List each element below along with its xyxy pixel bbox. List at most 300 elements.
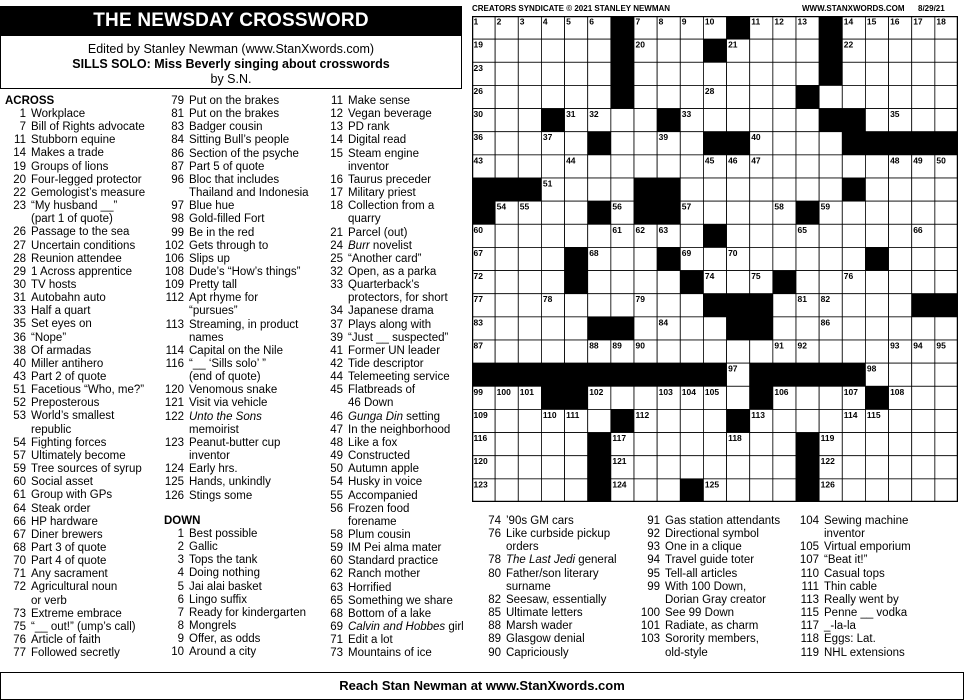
clue-text: Taurus preceder <box>348 173 432 186</box>
clue-text: Open, as a parka <box>348 265 437 278</box>
byline: by S.N. <box>210 72 252 86</box>
clue-text: inventor <box>189 450 230 463</box>
clue-text: “Nope” <box>31 331 67 344</box>
clue-item <box>13 647 120 660</box>
clue-item <box>348 213 381 226</box>
clue-text: “__ ‘Sills solo’ ” <box>189 358 266 370</box>
clue-item <box>330 318 432 332</box>
clue-number: 121 <box>164 397 184 410</box>
clue-item <box>13 436 107 450</box>
cell-number: 101 <box>519 386 534 397</box>
cell-number: 86 <box>820 317 831 328</box>
cell-number: 106 <box>774 386 789 397</box>
cell-number: 92 <box>797 340 807 351</box>
clue-text: Badger cousin <box>189 121 263 134</box>
clue-number: 72 <box>13 581 26 594</box>
clue-number: 74 <box>488 515 501 527</box>
clue-text: Bill of Rights advocate <box>31 121 145 134</box>
cell-number: 67 <box>473 247 483 258</box>
cell-number: 66 <box>913 224 923 235</box>
clue-number: 111 <box>801 580 819 593</box>
cell-number: 70 <box>728 247 738 258</box>
cell-number: 1 <box>473 16 479 27</box>
clue-number: 82 <box>488 593 501 606</box>
clue-item <box>13 292 106 305</box>
clue-item <box>13 541 107 555</box>
cell-number: 3 <box>519 16 525 27</box>
cell-number: 63 <box>658 224 669 235</box>
clue-item <box>189 332 224 345</box>
clue-item <box>799 515 909 528</box>
cell-number: 104 <box>681 386 696 397</box>
clue-text: Visit via vehicle <box>189 397 268 410</box>
clue-number: 66 <box>13 515 26 528</box>
clue-number: 109 <box>164 279 184 292</box>
clue-text: One in a clique <box>665 541 742 554</box>
clue-number: 12 <box>330 108 343 121</box>
cell-number: 68 <box>589 247 599 258</box>
clue-item <box>13 160 109 174</box>
clue-text: Part 4 of quote <box>31 555 107 568</box>
clue-item <box>177 528 258 541</box>
clue-text: Travel guide toter <box>665 554 755 567</box>
clue-text: Quarterback’s <box>348 279 420 292</box>
clue-text: Bottom of a lake <box>348 607 432 620</box>
clue-text: Pretty tall <box>189 279 237 292</box>
clue-item <box>330 542 442 555</box>
cell-number: 15 <box>866 16 877 27</box>
clue-item <box>13 344 92 358</box>
clue-item <box>330 528 411 542</box>
cell-number: 107 <box>843 386 858 397</box>
clue-number: 115 <box>800 607 819 620</box>
clue-number: 102 <box>164 239 184 252</box>
clue-text: PD rank <box>348 121 390 134</box>
clue-number: 7 <box>177 606 184 619</box>
cell-number: 23 <box>473 62 483 73</box>
clue-item <box>330 147 419 161</box>
clue-text: Autobahn auto <box>31 292 106 305</box>
clue-number: 101 <box>640 620 660 633</box>
cell-number: 55 <box>519 201 530 212</box>
cell-number: 24 <box>612 62 622 73</box>
cell-number: 119 <box>820 433 835 444</box>
cell-number: 84 <box>658 317 669 328</box>
cell-number: 19 <box>473 39 483 50</box>
clue-item <box>177 633 261 646</box>
cell-number: 103 <box>658 386 673 397</box>
clue-text: Sitting Bull’s people <box>189 134 290 147</box>
clue-number: 7 <box>19 121 26 134</box>
clue-item <box>13 278 77 292</box>
clue-number: 92 <box>647 528 660 541</box>
clue-item <box>647 515 781 528</box>
clue-number: 29 <box>13 265 26 278</box>
clue-text: Part 5 of quote <box>189 160 265 173</box>
clue-text: memoirist <box>189 423 239 436</box>
clue-item <box>330 358 424 371</box>
clue-text: Social asset <box>31 476 94 489</box>
clue-item <box>31 424 71 437</box>
clue-item <box>647 554 755 567</box>
clue-item <box>348 397 393 410</box>
clue-number: 50 <box>330 463 343 476</box>
clue-item <box>330 634 393 647</box>
clue-text: Frozen food <box>348 502 410 515</box>
clue-number: 56 <box>330 502 343 515</box>
cell-number: 123 <box>473 479 488 490</box>
clue-number: 14 <box>13 147 26 160</box>
cell-number: 125 <box>704 479 720 490</box>
clue-number: 47 <box>330 423 343 436</box>
clue-text: Venomous snake <box>189 384 278 397</box>
clue-text: Mongrels <box>189 620 237 633</box>
clue-number: 124 <box>164 463 184 476</box>
cell-number: 83 <box>473 317 483 328</box>
clue-text: Father/son literary <box>506 567 599 580</box>
clue-item <box>13 239 136 253</box>
clue-number: 97 <box>171 200 184 213</box>
clue-number: 40 <box>13 357 26 370</box>
clue-number: 13 <box>330 121 343 134</box>
clue-item <box>13 305 91 318</box>
clue-item <box>348 292 448 305</box>
cell-number: 17 <box>913 16 923 27</box>
clue-text: Put on the brakes <box>189 95 280 107</box>
clue-number: 21 <box>330 226 343 239</box>
cell-number: 116 <box>473 433 488 444</box>
clue-text: Capital on the Nile <box>189 344 283 357</box>
cell-number: 64 <box>704 224 715 235</box>
clue-item <box>330 331 449 345</box>
clue-item <box>330 410 441 424</box>
clue-item <box>13 476 94 489</box>
clue-text: Thin cable <box>824 580 878 593</box>
clue-item <box>330 252 422 266</box>
clue-text: Thailand and Indonesia <box>189 187 309 200</box>
clue-number: 68 <box>330 607 343 620</box>
cell-number: 58 <box>774 201 784 212</box>
clue-number: 64 <box>13 502 26 515</box>
clue-text: In the neighborhood <box>348 423 451 436</box>
cell-number: 34 <box>820 109 831 120</box>
clue-item <box>800 607 908 620</box>
clue-number: 71 <box>13 568 26 581</box>
cell-number: 41 <box>843 132 854 143</box>
clue-number: 105 <box>799 541 819 554</box>
clue-number: 113 <box>800 593 819 606</box>
clue-item <box>330 450 411 463</box>
clue-number: 95 <box>647 567 660 580</box>
clue-item <box>800 620 856 633</box>
clue-text: Diner brewers <box>31 528 103 541</box>
clue-number: 62 <box>330 568 343 581</box>
cell-number: 47 <box>751 155 761 166</box>
clue-text: Digital read <box>348 134 407 147</box>
clue-item <box>640 633 759 646</box>
cell-number: 8 <box>658 16 664 27</box>
clue-item <box>164 476 271 489</box>
clue-item <box>171 108 280 121</box>
clue-number: 31 <box>13 292 26 305</box>
clue-number: 49 <box>330 450 343 463</box>
clue-item <box>488 554 617 567</box>
clue-item <box>800 633 876 646</box>
clue-number: 37 <box>330 318 343 331</box>
cell-number: 51 <box>542 178 553 189</box>
clue-number: 11 <box>14 134 26 147</box>
clue-text: or verb <box>31 594 67 607</box>
clue-text: Dorian Gray creator <box>665 593 766 606</box>
clue-text: Uncertain conditions <box>31 239 136 252</box>
cell-number: 43 <box>473 155 483 166</box>
clue-number: 45 <box>330 384 343 397</box>
cell-number: 13 <box>797 16 807 27</box>
clue-number: 99 <box>171 226 184 239</box>
clue-item <box>164 463 238 476</box>
clue-text: Military priest <box>348 187 416 200</box>
clue-number: 33 <box>13 305 26 318</box>
clue-text: Parcel (out) <box>348 226 408 239</box>
clue-item <box>330 305 434 318</box>
clue-number: 90 <box>488 646 501 659</box>
clue-item <box>330 423 451 437</box>
clue-item <box>13 331 67 345</box>
cell-number: 78 <box>542 294 553 305</box>
clue-number: 106 <box>164 252 184 265</box>
clue-item <box>331 95 411 108</box>
clue-number: 10 <box>171 646 184 659</box>
clue-item <box>330 384 416 397</box>
clue-item <box>330 239 412 253</box>
clue-number: 120 <box>164 384 184 397</box>
clue-number: 125 <box>164 476 184 489</box>
clue-item <box>13 200 118 213</box>
clue-item <box>13 226 130 239</box>
clue-item <box>330 502 410 516</box>
clue-text: Stings some <box>189 489 253 502</box>
cell-number: 126 <box>820 479 835 490</box>
clue-item <box>488 607 583 620</box>
clue-text: Stubborn equine <box>31 134 116 147</box>
cell-number: 91 <box>774 340 784 351</box>
clue-text: Burr novelist <box>348 239 412 252</box>
clue-item <box>330 344 441 358</box>
clue-number: 1 <box>177 528 184 540</box>
clue-text: Peanut-butter cup <box>189 436 281 449</box>
clue-number: 52 <box>13 397 26 410</box>
clue-item <box>164 239 269 253</box>
clue-text: Radiate, as charm <box>665 620 759 633</box>
cell-number: 81 <box>797 294 807 305</box>
clue-text: Calvin and Hobbes girl <box>348 621 464 633</box>
cell-number: 110 <box>542 409 557 420</box>
cell-number: 12 <box>774 16 784 27</box>
clue-item <box>13 186 146 200</box>
clue-text: Ready for kindergarten <box>189 606 306 619</box>
cell-number: 42 <box>866 132 877 143</box>
clue-item <box>13 173 142 187</box>
clue-item <box>488 620 573 633</box>
clue-text: World’s smallest <box>31 410 115 423</box>
cell-number: 85 <box>751 317 761 328</box>
clue-text: Flatbreads of <box>348 384 416 397</box>
clue-item <box>165 358 266 371</box>
cell-number: 89 <box>612 340 622 351</box>
clue-text: Standard practice <box>348 555 439 568</box>
cell-number: 59 <box>820 201 831 212</box>
cell-number: 117 <box>612 433 627 444</box>
clue-number: 33 <box>330 279 343 292</box>
cell-number: 99 <box>473 386 483 397</box>
clue-number: 51 <box>13 384 26 397</box>
cell-number: 115 <box>866 409 881 420</box>
cell-number: 16 <box>890 16 900 27</box>
clue-item <box>13 357 104 371</box>
cell-number: 95 <box>936 340 946 351</box>
cell-number: 37 <box>542 132 553 143</box>
clue-text: Mountains of ice <box>348 647 432 660</box>
clue-item <box>165 318 299 332</box>
cell-number: 56 <box>612 201 622 212</box>
clue-number: 123 <box>164 436 184 449</box>
clue-number: 54 <box>13 436 26 449</box>
clue-text: Former UN leader <box>348 344 441 357</box>
clue-item <box>165 292 259 305</box>
clue-number: 61 <box>13 489 26 502</box>
clue-text: Passage to the sea <box>31 226 130 239</box>
clue-number: 88 <box>488 620 501 633</box>
clue-number: 16 <box>330 173 343 186</box>
clue-number: 63 <box>330 581 343 594</box>
clue-number: 70 <box>13 555 26 568</box>
clue-item <box>330 134 407 147</box>
clue-number: 85 <box>488 607 501 620</box>
clue-text: Agricultural noun <box>31 581 118 594</box>
clue-item <box>164 265 301 279</box>
clue-number: 5 <box>177 580 184 593</box>
clue-text: Jai alai basket <box>189 580 262 593</box>
clue-text: Tree sources of syrup <box>31 463 142 476</box>
clue-item <box>189 371 261 384</box>
clue-item <box>330 173 432 187</box>
clue-text: Gemologist’s measure <box>31 186 146 199</box>
clue-text: quarry <box>348 213 381 226</box>
cell-number: 77 <box>473 294 483 305</box>
clue-text: Directional symbol <box>665 528 759 541</box>
clue-number: 93 <box>647 541 660 554</box>
clue-text: Part 3 of quote <box>31 541 107 554</box>
clue-item <box>330 226 408 240</box>
cell-number: 18 <box>936 16 946 27</box>
clue-item <box>189 450 230 463</box>
clue-item <box>330 108 432 121</box>
clue-text: See 99 Down <box>665 607 735 620</box>
clue-item <box>189 305 238 318</box>
clue-item <box>665 647 708 660</box>
clue-text: Gunga Din setting <box>348 410 441 423</box>
clue-number: 23 <box>13 200 26 213</box>
clue-text: Ranch mother <box>348 568 421 581</box>
clue-number: 36 <box>13 331 26 344</box>
clue-text: Part 2 of quote <box>31 371 107 383</box>
clue-number: 87 <box>171 160 184 173</box>
clue-text: protectors, for short <box>348 292 448 305</box>
clue-number: 79 <box>171 95 184 107</box>
cell-number: 40 <box>751 132 761 143</box>
clue-item <box>177 541 218 554</box>
clue-text: Collection from a <box>348 200 435 213</box>
clue-item <box>165 344 283 358</box>
clue-text: orders <box>506 541 539 554</box>
clue-number: 99 <box>647 580 660 593</box>
clue-item <box>330 187 416 200</box>
cell-number: 69 <box>681 247 692 258</box>
clue-text: Casual tops <box>824 567 885 580</box>
clue-number: 35 <box>13 318 26 331</box>
cell-number: 71 <box>866 247 877 258</box>
clue-number: 38 <box>13 344 26 357</box>
clue-item <box>330 568 421 581</box>
clue-number: 26 <box>13 226 26 239</box>
cell-number: 46 <box>728 155 738 166</box>
clue-number: 96 <box>171 173 184 186</box>
clue-number: 60 <box>13 476 26 489</box>
clue-item <box>164 397 268 410</box>
clue-text: Offer, as odds <box>189 633 261 646</box>
clue-item <box>330 476 423 489</box>
clue-number: 65 <box>330 594 343 607</box>
cell-number: 53 <box>843 178 854 189</box>
clue-item <box>647 580 747 594</box>
cell-number: 33 <box>681 109 692 120</box>
clue-item <box>348 161 389 174</box>
clue-number: 55 <box>330 489 343 502</box>
clue-text: “My husband __” <box>31 200 118 213</box>
clue-text: Workplace <box>31 108 86 120</box>
clue-item <box>330 436 398 450</box>
clue-item <box>330 607 432 621</box>
clue-number: 122 <box>164 410 184 423</box>
clue-number: 112 <box>165 292 184 305</box>
clue-text: ’90s GM cars <box>506 515 574 527</box>
clue-number: 2 <box>177 541 184 554</box>
clue-item <box>171 213 265 226</box>
clue-item <box>13 397 100 410</box>
clue-item <box>647 528 759 541</box>
clue-number: 43 <box>13 371 26 383</box>
clue-text: Really went by <box>824 593 899 606</box>
clue-item <box>13 147 104 160</box>
clue-number: 54 <box>330 476 343 489</box>
clue-text: NHL extensions <box>824 646 905 659</box>
clue-text: (part 1 of quote) <box>31 213 113 226</box>
clue-number: 80 <box>488 567 501 580</box>
clue-item <box>189 424 239 437</box>
clue-item <box>13 607 122 621</box>
clue-number: 78 <box>488 554 501 567</box>
clue-number: 14 <box>330 134 343 147</box>
clue-item <box>14 134 116 147</box>
clue-number: 98 <box>171 213 184 226</box>
clue-number: 91 <box>647 515 660 527</box>
clue-text: “Just __ suspected” <box>348 331 449 344</box>
cell-number: 39 <box>658 132 669 143</box>
clue-number: 6 <box>177 593 184 606</box>
clue-item <box>330 581 392 595</box>
clue-item <box>13 463 142 476</box>
syndicate-credit: CREATORS SYNDICATE © 2021 STANLEY NEWMAN <box>472 4 671 13</box>
